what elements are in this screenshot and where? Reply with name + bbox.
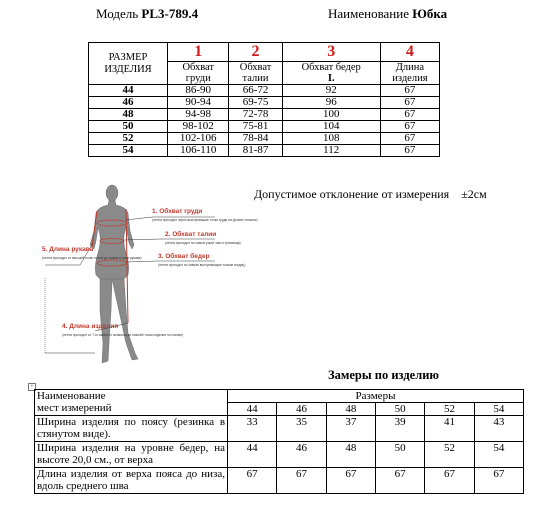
chest-label: 1. Обхват груди — [152, 208, 203, 215]
column-label-waist: Обхват талии — [229, 62, 282, 85]
column-label-length: Длина изделия — [380, 62, 439, 85]
column-number-3: 3 — [282, 43, 380, 62]
size-cell: 54 — [89, 145, 168, 157]
length-cell: 67 — [380, 133, 439, 145]
size-cell: 46 — [89, 97, 168, 109]
hips-cell: 96 — [282, 97, 380, 109]
column-label-chest: Обхват груди — [168, 62, 229, 85]
hips-cell: 112 — [282, 145, 380, 157]
length-cell: 67 — [380, 97, 439, 109]
waist-label: 2. Обхват талии — [165, 231, 217, 238]
value-cell: 43 — [474, 416, 523, 442]
length-cell: 67 — [380, 109, 439, 121]
value-cell: 46 — [277, 442, 326, 468]
value-cell: 67 — [425, 468, 474, 494]
body-measurement-figure — [40, 183, 280, 371]
hips-cell: 100 — [282, 109, 380, 121]
table-anchor-icon: + — [28, 383, 36, 391]
size-corner-header — [89, 43, 168, 85]
length-cell: 67 — [380, 121, 439, 133]
chest-cell: 102-106 — [168, 133, 229, 145]
length-cell: 67 — [380, 145, 439, 157]
size-cell: 50 — [89, 121, 168, 133]
value-cell: 50 — [376, 442, 425, 468]
value-cell: 33 — [228, 416, 277, 442]
garment-length-label: 4. Длина изделия — [62, 323, 119, 330]
model-header — [96, 6, 198, 22]
row-desc: Ширина изделия по поясу (резинка в стянутом виде). — [35, 416, 228, 442]
size-col-44: 44 — [228, 403, 277, 416]
value-cell: 67 — [376, 468, 425, 494]
sizes-header: Размеры — [228, 390, 524, 403]
table-row — [89, 85, 440, 97]
chest-cell: 106-110 — [168, 145, 229, 157]
measurements-table — [34, 389, 524, 494]
row-desc: Длина изделия от верха пояса до низа, вдоль среднего шва — [35, 468, 228, 494]
table-row — [89, 121, 440, 133]
chest-note: (лента проходит через выступающие точки груди на уровне лопаток) — [152, 218, 258, 222]
name-header-1: Наименование — [37, 390, 106, 402]
table-row — [35, 416, 524, 442]
column-number-4: 4 — [380, 43, 439, 62]
value-cell: 52 — [425, 442, 474, 468]
table-row — [89, 145, 440, 157]
name-header — [328, 6, 447, 22]
chest-cell: 86-90 — [168, 85, 229, 97]
model-code: PL3-789.4 — [141, 6, 199, 21]
hips-cell: 104 — [282, 121, 380, 133]
corner-label-2: ИЗДЕЛИЯ — [104, 63, 152, 75]
waist-cell: 81-87 — [229, 145, 282, 157]
waist-cell: 66-72 — [229, 85, 282, 97]
size-col-48: 48 — [326, 403, 375, 416]
hips-note: (лента проходит по самым выступающим точкам ягодиц) — [158, 263, 246, 267]
size-col-52: 52 — [425, 403, 474, 416]
garment-length-note: (лента проходит от 7-го шейного позвонка до нижней точки изделия по спинке) — [62, 333, 183, 337]
table-row — [89, 109, 440, 121]
size-col-50: 50 — [376, 403, 425, 416]
size-col-54: 54 — [474, 403, 523, 416]
hips-cell: 108 — [282, 133, 380, 145]
sleeve-length-label: 5. Длина рукава — [42, 246, 94, 253]
value-cell: 48 — [326, 442, 375, 468]
value-cell: 44 — [228, 442, 277, 468]
size-cell: 44 — [89, 85, 168, 97]
value-cell: 41 — [425, 416, 474, 442]
value-cell: 54 — [474, 442, 523, 468]
waist-cell: 69-75 — [229, 97, 282, 109]
table-row — [35, 468, 524, 494]
column-number-1: 1 — [168, 43, 229, 62]
table-row — [89, 133, 440, 145]
name-label: Наименование — [328, 6, 409, 21]
hips-cell: 92 — [282, 85, 380, 97]
size-cell: 48 — [89, 109, 168, 121]
chest-cell: 90-94 — [168, 97, 229, 109]
corner-label-1: РАЗМЕР — [108, 51, 148, 63]
value-cell: 67 — [326, 468, 375, 494]
tolerance-text: Допустимое отклонение от измерения — [254, 187, 450, 201]
hips-label: 3. Обхват бедер — [158, 253, 210, 260]
waist-note: (лента проходит по самой узкой части туловища) — [165, 241, 241, 245]
value-cell: 67 — [474, 468, 523, 494]
model-label: Модель — [96, 6, 139, 21]
value-cell: 35 — [277, 416, 326, 442]
table-row — [89, 97, 440, 109]
row-desc: Ширина изделия на уровне бедер, на высоте 20,0 см., от верха — [35, 442, 228, 468]
value-cell: 37 — [326, 416, 375, 442]
length-cell: 67 — [380, 85, 439, 97]
waist-cell: 78-84 — [229, 133, 282, 145]
sleeve-length-note: (лента проходит от высшей точки плеча до нижнего края рукава) — [42, 256, 142, 260]
size-table — [88, 42, 440, 157]
waist-cell: 75-81 — [229, 121, 282, 133]
size-col-46: 46 — [277, 403, 326, 416]
size-cell: 52 — [89, 133, 168, 145]
tolerance-value: ±2см — [461, 187, 487, 201]
name-value: Юбка — [412, 6, 448, 21]
measurements-title: Замеры по изделию — [328, 368, 439, 382]
chest-cell: 94-98 — [168, 109, 229, 121]
name-header-cell — [35, 390, 228, 416]
table-row — [35, 442, 524, 468]
value-cell: 67 — [277, 468, 326, 494]
tolerance-note — [254, 187, 487, 202]
waist-cell: 72-78 — [229, 109, 282, 121]
column-number-2: 2 — [229, 43, 282, 62]
chest-cell: 98-102 — [168, 121, 229, 133]
column-label-hips: Обхват бедер I. — [282, 62, 380, 85]
name-header-2: мест измерений — [37, 402, 112, 414]
value-cell: 67 — [228, 468, 277, 494]
value-cell: 39 — [376, 416, 425, 442]
